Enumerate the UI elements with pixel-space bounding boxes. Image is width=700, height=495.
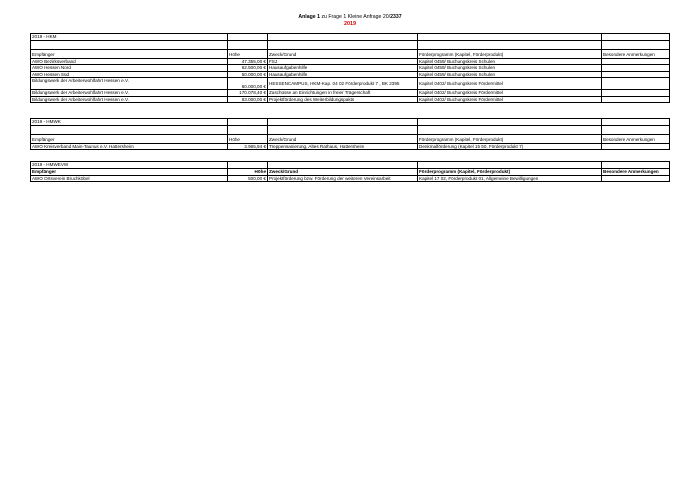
cell-amount: 50.000,00 €: [228, 71, 268, 78]
section-table-hmwevw: [30, 161, 670, 182]
cell-program: Kapitel 0402/ Buchungskreis Fördermittel: [418, 78, 602, 90]
cell-purpose: Projektförderung des Weiterbildungspakts: [268, 96, 418, 103]
table-row: [31, 175, 670, 182]
cell-program: Kapitel 0459/ Buchungskreis Schulen: [418, 65, 602, 72]
section-title-row: [31, 119, 670, 126]
cell-amount: 3.965,94 €: [228, 143, 268, 150]
column-header-purpose: Zweck/Grund: [268, 50, 418, 59]
cell-notes: [602, 71, 670, 78]
cell-amount: 60.000,00 €: [228, 78, 268, 90]
column-header-program: Förderprogramm (Kapitel, Förderprodukt): [418, 135, 602, 144]
cell-purpose: FSJ: [268, 58, 418, 65]
column-header-row: [31, 169, 670, 176]
section-title-row: [31, 162, 670, 169]
section-table-hmwk: [30, 118, 670, 150]
cell-purpose: Zuschüsse an Einrichtungen in freier Trägerschaft: [268, 90, 418, 97]
column-header-notes: Besondere Anmerkungen: [602, 50, 670, 59]
cell-notes: [602, 175, 670, 182]
cell-amount: 62.500,00 €: [228, 65, 268, 72]
cell-recipient: AWO Bezirksverband: [31, 58, 228, 65]
column-header-program: Förderprogramm (Kapitel, Förderprodukt): [418, 169, 602, 176]
table-row: [31, 90, 670, 97]
column-header-notes: Besondere Anmerkungen: [602, 169, 670, 176]
cell-purpose: Hausaufgabenhilfe: [268, 71, 418, 78]
cell-program: Kapitel 17 02, Förderprodukt 01, Allgemeine Bewilligungen: [418, 175, 602, 182]
cell-notes: [602, 65, 670, 72]
cell-recipient: AWO Ortsverein Bruchköbel: [31, 175, 228, 182]
cell-purpose: Hausaufgabenhilfe: [268, 65, 418, 72]
column-header-notes: Besondere Anmerkungen: [602, 135, 670, 144]
section-table-hkm: [30, 33, 670, 103]
cell-program: Denkmalförderung (Kapitel 15 50, Förderprodukt 7): [418, 143, 602, 150]
column-header-amount: Höhe: [228, 135, 268, 144]
table-row: [31, 65, 670, 72]
section-title: 2019 - HMWK: [31, 119, 228, 126]
cell-program: Kapitel 0402/ Buchungskreis Fördermittel: [418, 90, 602, 97]
cell-recipient: AWO Hessen Süd: [31, 71, 228, 78]
column-header-purpose: Zweck/Grund: [268, 169, 418, 176]
table-row: [31, 96, 670, 103]
column-header-amount: Höhe: [228, 169, 268, 176]
column-header-recipient: Empfänger: [31, 169, 228, 176]
cell-amount: 83.000,00 €: [228, 96, 268, 103]
table-row: [31, 78, 670, 90]
cell-amount: 500,00 €: [228, 175, 268, 182]
document-header: [0, 14, 700, 28]
cell-notes: [602, 78, 670, 90]
table-row: [31, 143, 670, 150]
cell-program: Kapitel 0402/ Buchungskreis Fördermittel: [418, 96, 602, 103]
document-year: 2019: [344, 21, 356, 27]
cell-notes: [602, 90, 670, 97]
cell-program: Kapitel 0459/ Buchungskreis Schulen: [418, 58, 602, 65]
section-title: 2019 - HMWEVW: [31, 162, 228, 169]
column-header-recipient: Empfänger: [31, 135, 228, 144]
annex-label: Anlage 1: [298, 14, 320, 20]
inquiry-text: zu Frage 1 Kleine Anfrage 20/: [320, 14, 391, 20]
section-title: 2019 - HKM: [31, 34, 228, 41]
cell-purpose: HESSENCAMPUS, HKM-Kap. 04 02 Förderprodukt 7 , BK 2395: [268, 78, 418, 90]
cell-purpose: Treppensanierung, Altes Rathaus, Hattersheim: [268, 143, 418, 150]
cell-recipient: Bildungswerk der Arbeiterwohlfahrt Hessen e.V.: [31, 90, 228, 97]
cell-recipient: AWO Kreisverband Main-Taunus e.V. Hattersheim: [31, 143, 228, 150]
cell-purpose: Projektförderung bzw. Förderung der weiteren Vereinsarbeit: [268, 175, 418, 182]
spacer-row: [31, 126, 670, 135]
cell-recipient: AWO Hessen Nord: [31, 65, 228, 72]
cell-amount: 170.078,40 €: [228, 90, 268, 97]
column-header-program: Förderprogramm (Kapitel, Förderprodukt): [418, 50, 602, 59]
column-header-purpose: Zweck/Grund: [268, 135, 418, 144]
inquiry-number: 2337: [390, 14, 402, 20]
cell-notes: [602, 143, 670, 150]
section-title-row: [31, 34, 670, 41]
spacer-row: [31, 41, 670, 50]
table-row: [31, 71, 670, 78]
cell-recipient: Bildungswerk der Arbeiterwohlfahrt Hessen e.V.: [31, 78, 228, 90]
column-header-row: [31, 50, 670, 59]
cell-program: Kapitel 0459/ Buchungskreis Schulen: [418, 71, 602, 78]
column-header-row: [31, 135, 670, 144]
cell-amount: 47.355,00 €: [228, 58, 268, 65]
column-header-recipient: Empfänger: [31, 50, 228, 59]
table-row: [31, 58, 670, 65]
cell-notes: [602, 96, 670, 103]
cell-recipient: Bildungswerk der Arbeiterwohlfahrt Hessen e.V.: [31, 96, 228, 103]
cell-notes: [602, 58, 670, 65]
column-header-amount: Höhe: [228, 50, 268, 59]
document-title-line: [0, 14, 700, 21]
